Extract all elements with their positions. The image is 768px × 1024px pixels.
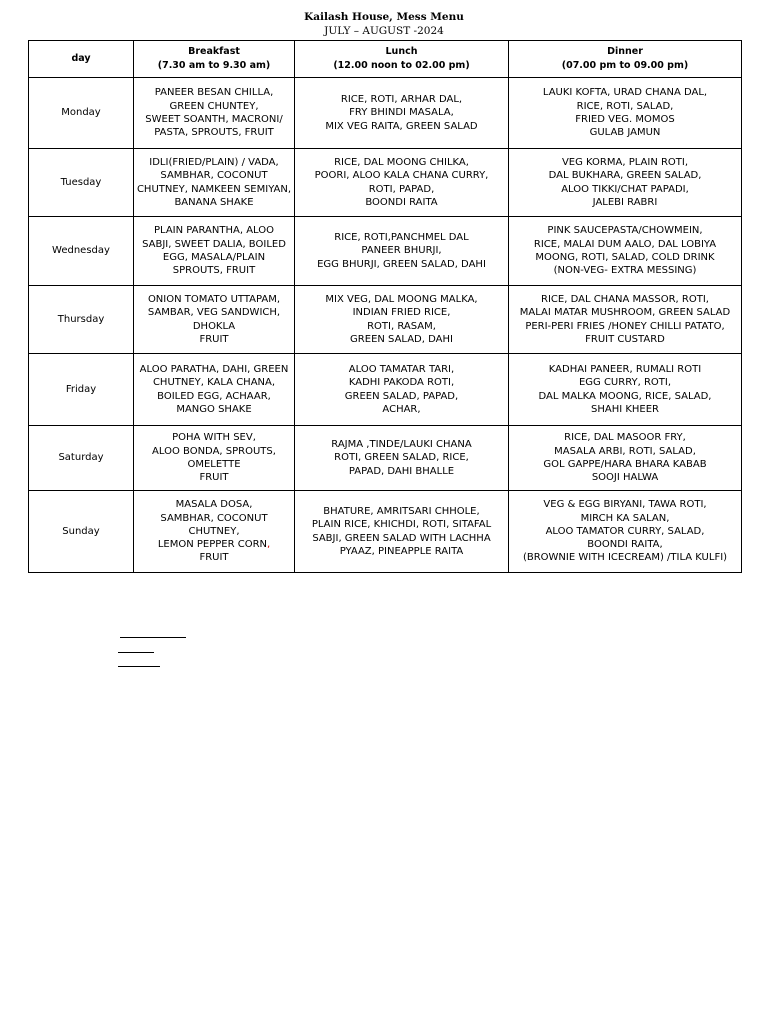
dinner-item-text: LAUKI KOFTA, URAD CHANA DAL, [542, 87, 708, 99]
lunch-item-line [297, 306, 506, 319]
day-cell: Friday [29, 354, 134, 426]
lunch-item-text: POORI, ALOO KALA CHANA CURRY, [314, 170, 489, 182]
underline-decoration [120, 637, 186, 638]
breakfast-item-text: POHA WITH SEV, [172, 432, 256, 444]
lunch-item-line [297, 93, 506, 106]
breakfast-item-line [136, 251, 292, 264]
lunch-item-line [297, 376, 506, 389]
lunch-item-line [297, 106, 506, 119]
day-cell: Thursday [29, 286, 134, 354]
dinner-item-text: VEG KORMA, PLAIN ROTI, [561, 156, 689, 168]
dinner-item-line [511, 238, 739, 251]
lunch-header-name: Lunch [385, 46, 418, 57]
breakfast-cell [134, 286, 295, 354]
dinner-cell [509, 491, 742, 573]
breakfast-header-time: (7.30 am to 9.30 am) [157, 60, 271, 71]
lunch-cell [295, 217, 509, 286]
dinner-item-text: MIRCH KA SALAN, [580, 512, 670, 524]
lunch-item-line [297, 293, 506, 306]
dinner-item-text: BOONDI RAITA, [587, 539, 663, 551]
lunch-item-line [297, 333, 506, 346]
breakfast-header-name: Breakfast [188, 46, 240, 57]
breakfast-item-line [136, 525, 292, 538]
breakfast-item-text: MANGO SHAKE [176, 403, 252, 415]
dinner-item-line [511, 86, 739, 99]
lunch-item-text: ALOO TAMATAR TARI, [348, 363, 455, 375]
breakfast-item-line [136, 293, 292, 306]
dinner-cell [509, 426, 742, 491]
lunch-item-line [297, 532, 506, 545]
lunch-item-text: RICE, DAL MOONG CHILKA, [334, 156, 469, 168]
breakfast-item-line [136, 445, 292, 458]
dinner-item-text: (BROWNIE WITH ICECREAM) /TILA KULFI) [522, 552, 728, 564]
breakfast-item-line [136, 538, 292, 551]
lunch-cell [295, 491, 509, 573]
dinner-item-text: DAL BUKHARA, GREEN SALAD, [548, 170, 702, 182]
breakfast-item-text: SPROUTS, FRUIT [172, 265, 256, 277]
lunch-item-text: PANEER BHURJI, [361, 245, 442, 257]
dinner-item-text: RICE, DAL CHANA MASSOR, ROTI, [541, 293, 709, 305]
dinner-item-line [511, 251, 739, 264]
breakfast-item-text: PANEER BESAN CHILLA, [154, 87, 274, 99]
dinner-item-text: RICE, ROTI, SALAD, [576, 100, 674, 112]
breakfast-item-text: PLAIN PARANTHA, ALOO [154, 225, 274, 237]
lunch-item-text: BOONDI RAITA [365, 196, 438, 208]
lunch-item-line [297, 183, 506, 196]
lunch-item-line [297, 451, 506, 464]
dinner-header-time: (07.00 pm to 09.00 pm) [561, 60, 689, 71]
breakfast-item-line [136, 320, 292, 333]
breakfast-item-text: SWEET SOANTH, MACRONI/ [145, 114, 283, 125]
lunch-item-line [297, 258, 506, 271]
lunch-item-line [297, 518, 506, 531]
dinner-item-line [511, 498, 739, 511]
menu-title: Kailash House, Mess Menu [304, 11, 464, 23]
lunch-item-line [297, 465, 506, 478]
lunch-cell [295, 354, 509, 426]
lunch-item-line [297, 156, 506, 169]
lunch-cell [295, 426, 509, 491]
breakfast-item-line [136, 196, 292, 209]
lunch-item-line [297, 320, 506, 333]
dinner-header-name: Dinner [607, 46, 643, 57]
breakfast-item-text: LEMON PEPPER CORN [157, 539, 267, 551]
breakfast-item-line [136, 498, 292, 511]
dinner-item-line [511, 512, 739, 525]
breakfast-item-line [136, 86, 292, 99]
dinner-item-line [511, 333, 739, 346]
dinner-item-text: (NON-VEG- EXTRA MESSING) [553, 265, 697, 277]
lunch-item-text: FRY BHINDI MASALA, [349, 107, 454, 119]
breakfast-item-line [136, 333, 292, 346]
lunch-header-time: (12.00 noon to 02.00 pm) [333, 60, 470, 71]
breakfast-item-text: GREEN CHUNTEY, [169, 100, 259, 112]
dinner-item-text: GOL GAPPE/HARA BHARA KABAB [543, 459, 707, 470]
breakfast-cell [134, 217, 295, 286]
dinner-item-line [511, 126, 739, 139]
dinner-cell [509, 78, 742, 149]
lunch-item-text: EGG BHURJI, GREEN SALAD, DAHI [317, 258, 486, 270]
breakfast-item-text: ALOO BONDA, SPROUTS, [152, 445, 276, 457]
breakfast-item-text: BANANA SHAKE [174, 196, 254, 208]
breakfast-item-line [136, 376, 292, 389]
breakfast-item-line [136, 100, 292, 113]
dinner-item-text: RICE, DAL MASOOR FRY, [564, 432, 686, 444]
breakfast-item-line [136, 512, 292, 525]
dinner-item-line [511, 363, 739, 376]
lunch-item-text: ROTI, GREEN SALAD, RICE, [334, 452, 469, 464]
dinner-cell [509, 286, 742, 354]
breakfast-item-text: FRUIT [199, 333, 229, 345]
dinner-item-text: MASALA ARBI, ROTI, SALAD, [554, 445, 696, 457]
breakfast-item-text: CHUTNEY, KALA CHANA, [152, 377, 276, 389]
lunch-item-line [297, 438, 506, 451]
dinner-item-line [511, 183, 739, 196]
breakfast-item-text: SAMBAR, VEG SANDWICH, [147, 307, 281, 319]
dinner-item-text: EGG CURRY, ROTI, [578, 377, 672, 389]
dinner-item-text: MALAI MATAR MUSHROOM, GREEN SALAD [519, 307, 731, 319]
lunch-item-line [297, 244, 506, 257]
lunch-column-header [295, 41, 509, 78]
menu-row-saturday [29, 426, 742, 491]
underline-decoration [118, 652, 154, 653]
lunch-item-text: BHATURE, AMRITSARI CHHOLE, [323, 505, 480, 517]
dinner-item-text: MOONG, ROTI, SALAD, COLD DRINK [535, 252, 715, 263]
breakfast-item-line [136, 306, 292, 319]
breakfast-item-text: SAMBHAR, COCONUT [160, 170, 268, 182]
menu-row-tuesday [29, 149, 742, 217]
dinner-item-line [511, 525, 739, 538]
menu-row-monday [29, 78, 742, 149]
dinner-item-line [511, 431, 739, 444]
dinner-item-text: KADHAI PANEER, RUMALI ROTI [548, 363, 702, 375]
dinner-item-line [511, 293, 739, 306]
dinner-item-text: ALOO TAMATOR CURRY, SALAD, [545, 525, 705, 537]
day-cell: Tuesday [29, 149, 134, 217]
day-column-header: day [29, 41, 134, 78]
breakfast-item-line [136, 169, 292, 182]
breakfast-item-text: CHUTNEY, NAMKEEN SEMIYAN, [136, 183, 292, 195]
lunch-item-line [297, 169, 506, 182]
breakfast-item-line [136, 238, 292, 251]
lunch-item-text: INDIAN FRIED RICE, [352, 307, 451, 319]
dinner-item-text: PINK SAUCEPASTA/CHOWMEIN, [547, 225, 703, 237]
breakfast-item-line [136, 551, 292, 564]
dinner-item-line [511, 376, 739, 389]
breakfast-item-text: ALOO PARATHA, DAHI, GREEN [139, 363, 289, 375]
dinner-cell [509, 217, 742, 286]
red-comma-mark: , [267, 539, 271, 551]
breakfast-item-line [136, 126, 292, 139]
lunch-item-text: KADHI PAKODA ROTI, [348, 377, 455, 389]
menu-body [29, 78, 742, 573]
dinner-item-line [511, 551, 739, 564]
day-cell: Monday [29, 78, 134, 149]
breakfast-cell [134, 149, 295, 217]
dinner-item-line [511, 445, 739, 458]
dinner-item-line [511, 538, 739, 551]
lunch-item-line [297, 231, 506, 244]
dinner-column-header [509, 41, 742, 78]
dinner-cell [509, 354, 742, 426]
lunch-item-text: RAJMA ,TINDE/LAUKI CHANA [331, 439, 472, 451]
breakfast-item-line [136, 183, 292, 196]
lunch-item-text: GREEN SALAD, DAHI [350, 333, 453, 345]
breakfast-item-text: ONION TOMATO UTTAPAM, [147, 293, 281, 305]
dinner-item-line [511, 320, 739, 333]
lunch-item-text: GREEN SALAD, PAPAD, [344, 390, 459, 402]
menu-row-sunday [29, 491, 742, 573]
lunch-item-text: MIX VEG RAITA, GREEN SALAD [325, 120, 478, 132]
breakfast-item-text: EGG, MASALA/PLAIN [162, 252, 266, 263]
menu-period: JULY – AUGUST -2024 [324, 25, 444, 37]
dinner-item-text: PERI-PERI FRIES /HONEY CHILLI PATATO, [525, 320, 725, 332]
underline-decoration [118, 666, 160, 667]
dinner-item-line [511, 196, 739, 209]
dinner-item-text: DAL MALKA MOONG, RICE, SALAD, [538, 390, 712, 402]
dinner-item-text: SHAHI KHEER [590, 403, 660, 415]
dinner-item-text: VEG & EGG BIRYANI, TAWA ROTI, [543, 499, 707, 511]
mess-menu-table [28, 40, 742, 573]
dinner-item-line [511, 458, 739, 471]
breakfast-item-line [136, 156, 292, 169]
breakfast-item-text: IDLI(FRIED/PLAIN) / VADA, [149, 156, 279, 168]
breakfast-item-text: SABJI, SWEET DALIA, BOILED [142, 238, 286, 250]
breakfast-item-text: DHOKLA [192, 320, 236, 332]
breakfast-item-line [136, 264, 292, 277]
day-cell: Wednesday [29, 217, 134, 286]
lunch-item-text: ROTI, PAPAD, [368, 183, 435, 195]
dinner-item-text: SOOJI HALWA [591, 472, 659, 484]
lunch-cell [295, 286, 509, 354]
lunch-item-line [297, 390, 506, 403]
dinner-item-text: GULAB JAMUN [589, 127, 661, 139]
lunch-item-line [297, 196, 506, 209]
day-cell: Sunday [29, 491, 134, 573]
dinner-item-line [511, 471, 739, 484]
breakfast-item-line [136, 458, 292, 471]
menu-row-friday [29, 354, 742, 426]
dinner-item-text: JALEBI RABRI [592, 196, 658, 208]
dinner-cell [509, 149, 742, 217]
lunch-item-text: SABJI, GREEN SALAD WITH LACHHA [312, 532, 491, 544]
breakfast-cell [134, 426, 295, 491]
breakfast-item-line [136, 390, 292, 403]
dinner-item-line [511, 169, 739, 182]
breakfast-item-line [136, 431, 292, 444]
breakfast-cell [134, 78, 295, 149]
lunch-item-text: RICE, ROTI, ARHAR DAL, [340, 94, 463, 106]
dinner-item-line [511, 113, 739, 126]
dinner-item-line [511, 224, 739, 237]
lunch-item-text: PAPAD, DAHI BHALLE [348, 465, 455, 477]
breakfast-item-line [136, 363, 292, 376]
breakfast-cell [134, 491, 295, 573]
breakfast-column-header [134, 41, 295, 78]
lunch-cell [295, 149, 509, 217]
breakfast-cell [134, 354, 295, 426]
dinner-item-text: FRIED VEG. MOMOS [575, 114, 675, 125]
breakfast-item-line [136, 224, 292, 237]
dinner-item-text: FRUIT CUSTARD [585, 333, 665, 345]
dinner-item-line [511, 156, 739, 169]
breakfast-item-text: FRUIT [199, 552, 229, 564]
breakfast-item-text: SAMBHAR, COCONUT [160, 512, 268, 524]
lunch-item-text: RICE, ROTI,PANCHMEL DAL [334, 232, 469, 244]
lunch-cell [295, 78, 509, 149]
breakfast-item-text: PASTA, SPROUTS, FRUIT [154, 127, 274, 139]
menu-row-wednesday [29, 217, 742, 286]
dinner-item-line [511, 264, 739, 277]
lunch-item-line [297, 363, 506, 376]
breakfast-item-text: MASALA DOSA, [175, 499, 253, 511]
lunch-item-text: ACHAR, [382, 403, 421, 415]
dinner-item-line [511, 306, 739, 319]
menu-row-thursday [29, 286, 742, 354]
dinner-item-text: ALOO TIKKI/CHAT PAPADI, [561, 183, 689, 195]
lunch-item-text: PYAAZ, PINEAPPLE RAITA [339, 545, 464, 557]
lunch-item-text: PLAIN RICE, KHICHDI, ROTI, SITAFAL [311, 519, 492, 531]
breakfast-item-text: BOILED EGG, ACHAAR, [157, 390, 271, 402]
breakfast-item-text: OMELETTE [187, 459, 241, 470]
lunch-item-line [297, 120, 506, 133]
dinner-item-text: RICE, MALAI DUM AALO, DAL LOBIYA [533, 238, 717, 250]
breakfast-item-text: FRUIT [199, 472, 229, 484]
dinner-item-line [511, 100, 739, 113]
dinner-item-line [511, 403, 739, 416]
lunch-item-text: ROTI, RASAM, [367, 320, 436, 332]
breakfast-item-text: CHUTNEY, [188, 525, 240, 537]
day-cell: Saturday [29, 426, 134, 491]
dinner-item-line [511, 390, 739, 403]
breakfast-item-line [136, 471, 292, 484]
breakfast-item-line [136, 403, 292, 416]
header-row [29, 41, 742, 78]
breakfast-item-line [136, 113, 292, 126]
lunch-item-text: MIX VEG, DAL MOONG MALKA, [325, 293, 478, 305]
lunch-item-line [297, 505, 506, 518]
lunch-item-line [297, 403, 506, 416]
lunch-item-line [297, 545, 506, 558]
